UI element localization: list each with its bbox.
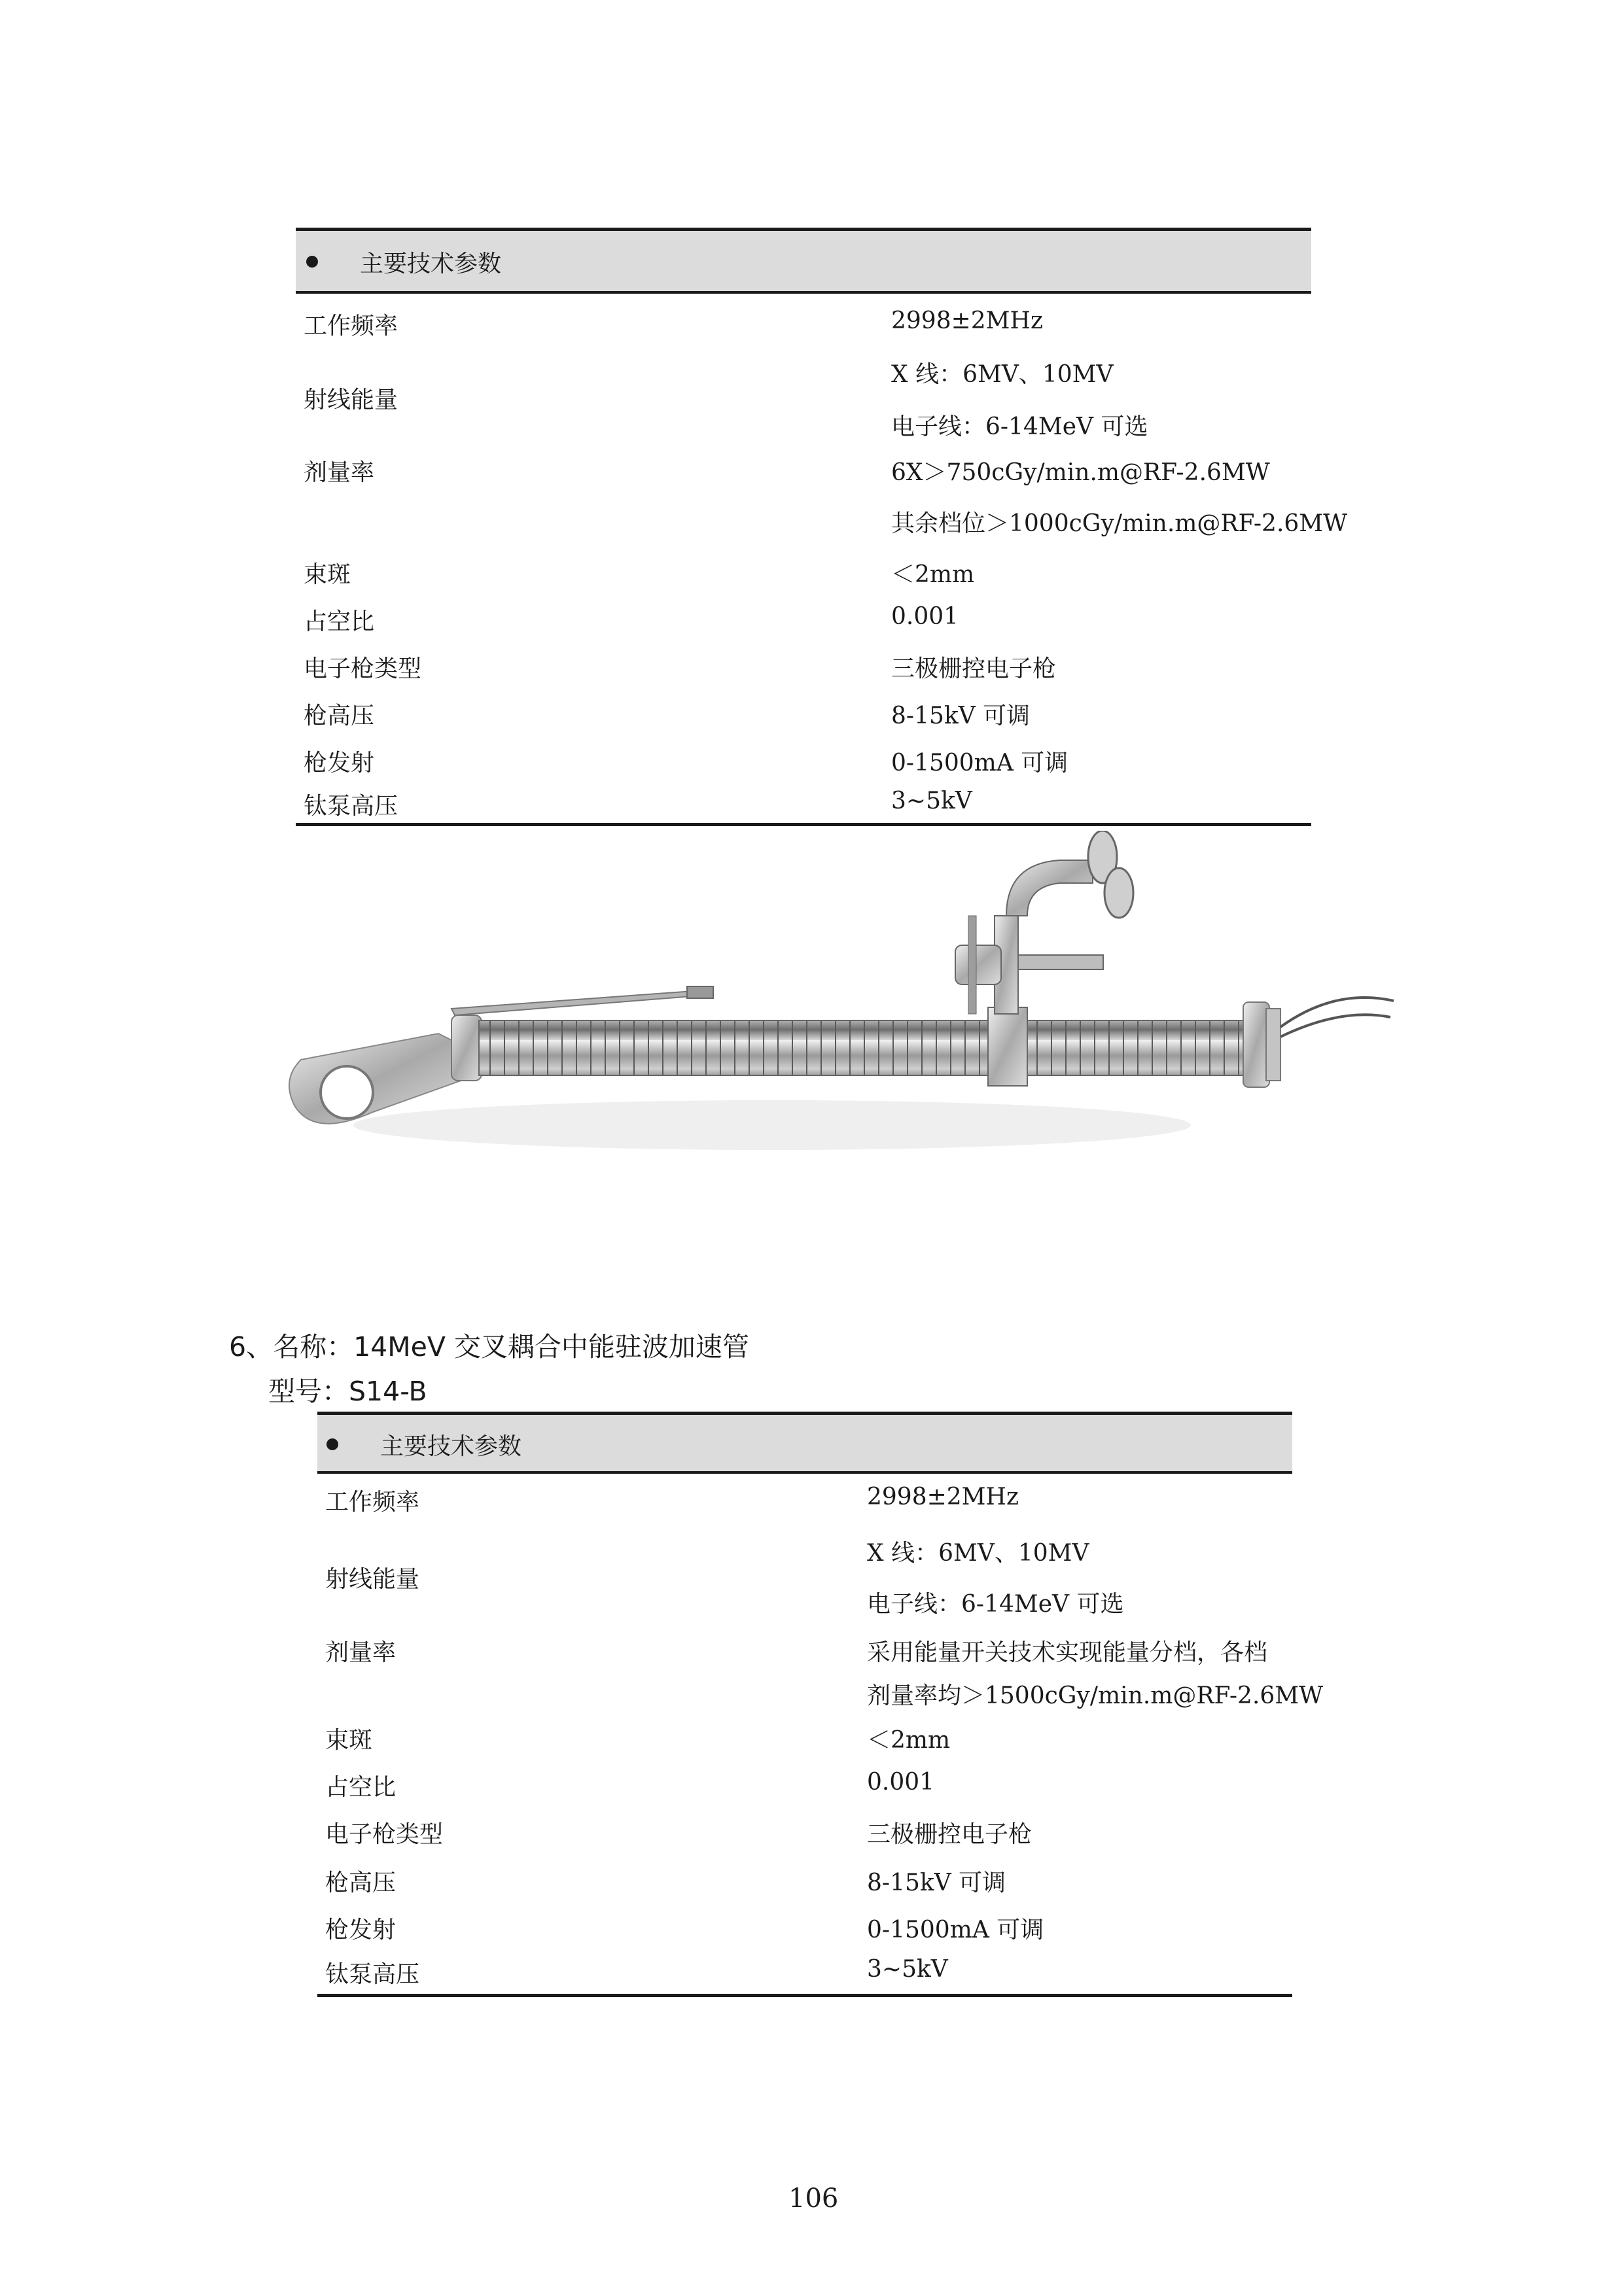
- row-label: 剂量率: [304, 459, 375, 486]
- table-header-rule: [317, 1471, 1292, 1474]
- accelerator-tube-photo: [275, 831, 1413, 1197]
- row-label: 工作频率: [304, 313, 398, 339]
- row-label: 枪发射: [325, 1917, 397, 1943]
- row-label: 枪发射: [304, 750, 375, 776]
- waveguide-elbow: [1006, 860, 1093, 916]
- table-header-title: 主要技术参数: [380, 1433, 522, 1460]
- row-label: 工作频率: [325, 1489, 420, 1516]
- row-value: 3~5kV: [867, 1956, 948, 1983]
- row-value: ＜2mm: [891, 561, 975, 588]
- row-value: ＜2mm: [867, 1727, 951, 1754]
- row-label: 钛泵高压: [304, 793, 398, 820]
- row-value: 电子线：6-14MeV 可选: [891, 413, 1148, 440]
- photo-shadow: [353, 1100, 1191, 1150]
- support-post: [968, 916, 976, 1014]
- spec-table-1: [296, 228, 1348, 829]
- row-value: 0-1500mA 可调: [867, 1917, 1044, 1943]
- spec-table-2: [317, 1412, 1324, 2004]
- tube-body: [479, 1020, 1251, 1075]
- table-bottom-rule: [317, 1994, 1292, 1997]
- row-value: 电子线：6-14MeV 可选: [867, 1591, 1124, 1618]
- table-header-title: 主要技术参数: [360, 251, 502, 277]
- row-label: 占空比: [304, 608, 375, 635]
- coupler-block: [988, 1007, 1027, 1086]
- row-label: 束斑: [304, 561, 351, 588]
- row-label: 电子枪类型: [304, 655, 422, 682]
- row-value: 8-15kV 可调: [867, 1870, 1006, 1896]
- tube-flange-right: [1266, 1009, 1280, 1081]
- model-label: 型号：S14-B: [268, 1376, 427, 1407]
- row-value: 0.001: [867, 1769, 935, 1796]
- page-number: 106: [788, 2183, 839, 2214]
- table-header-rule: [296, 291, 1311, 294]
- row-label: 电子枪类型: [325, 1821, 444, 1848]
- row-value: 2998±2MHz: [867, 1484, 1019, 1510]
- row-value: 0-1500mA 可调: [891, 750, 1068, 776]
- row-value: 采用能量开关技术实现能量分档，各档: [867, 1639, 1268, 1666]
- row-value: 2998±2MHz: [891, 307, 1043, 334]
- row-value: 0.001: [891, 603, 959, 630]
- row-label: 剂量率: [325, 1639, 397, 1666]
- cooling-pipe: [451, 991, 700, 1015]
- row-value: 8-15kV 可调: [891, 703, 1031, 729]
- coupler-pipe-right: [1018, 955, 1103, 969]
- tube-end-left: [451, 1015, 482, 1081]
- table-header-band: [317, 1415, 1292, 1471]
- row-value: X 线：6MV、10MV: [891, 361, 1114, 388]
- table-bottom-rule: [296, 823, 1311, 826]
- waveguide-flange: [1104, 868, 1133, 918]
- row-label: 射线能量: [304, 387, 398, 413]
- row-value: 剂量率均＞1500cGy/min.m@RF-2.6MW: [867, 1682, 1324, 1709]
- row-label: 占空比: [325, 1774, 397, 1801]
- row-label: 钛泵高压: [325, 1961, 420, 1988]
- cable: [1280, 1015, 1390, 1037]
- bullet-icon: [306, 256, 318, 268]
- row-label: 枪高压: [304, 703, 375, 729]
- row-value: 三极栅控电子枪: [867, 1821, 1033, 1848]
- row-label: 枪高压: [325, 1870, 397, 1896]
- cable: [1280, 998, 1394, 1027]
- table-header-band: [296, 231, 1311, 291]
- row-value: 3~5kV: [891, 788, 972, 814]
- row-label: 射线能量: [325, 1566, 420, 1593]
- section-title: 6、名称：14MeV 交叉耦合中能驻波加速管: [229, 1331, 749, 1363]
- row-label: 束斑: [325, 1727, 373, 1754]
- bullet-icon: [327, 1438, 338, 1450]
- row-value: 其余档位＞1000cGy/min.m@RF-2.6MW: [891, 510, 1348, 537]
- pipe-fitting: [687, 986, 713, 998]
- row-value: 三极栅控电子枪: [891, 655, 1057, 682]
- row-value: 6X＞750cGy/min.m@RF-2.6MW: [891, 459, 1270, 486]
- row-value: X 线：6MV、10MV: [867, 1540, 1089, 1567]
- coupler-flange: [955, 945, 1001, 984]
- mounting-ring: [321, 1066, 373, 1119]
